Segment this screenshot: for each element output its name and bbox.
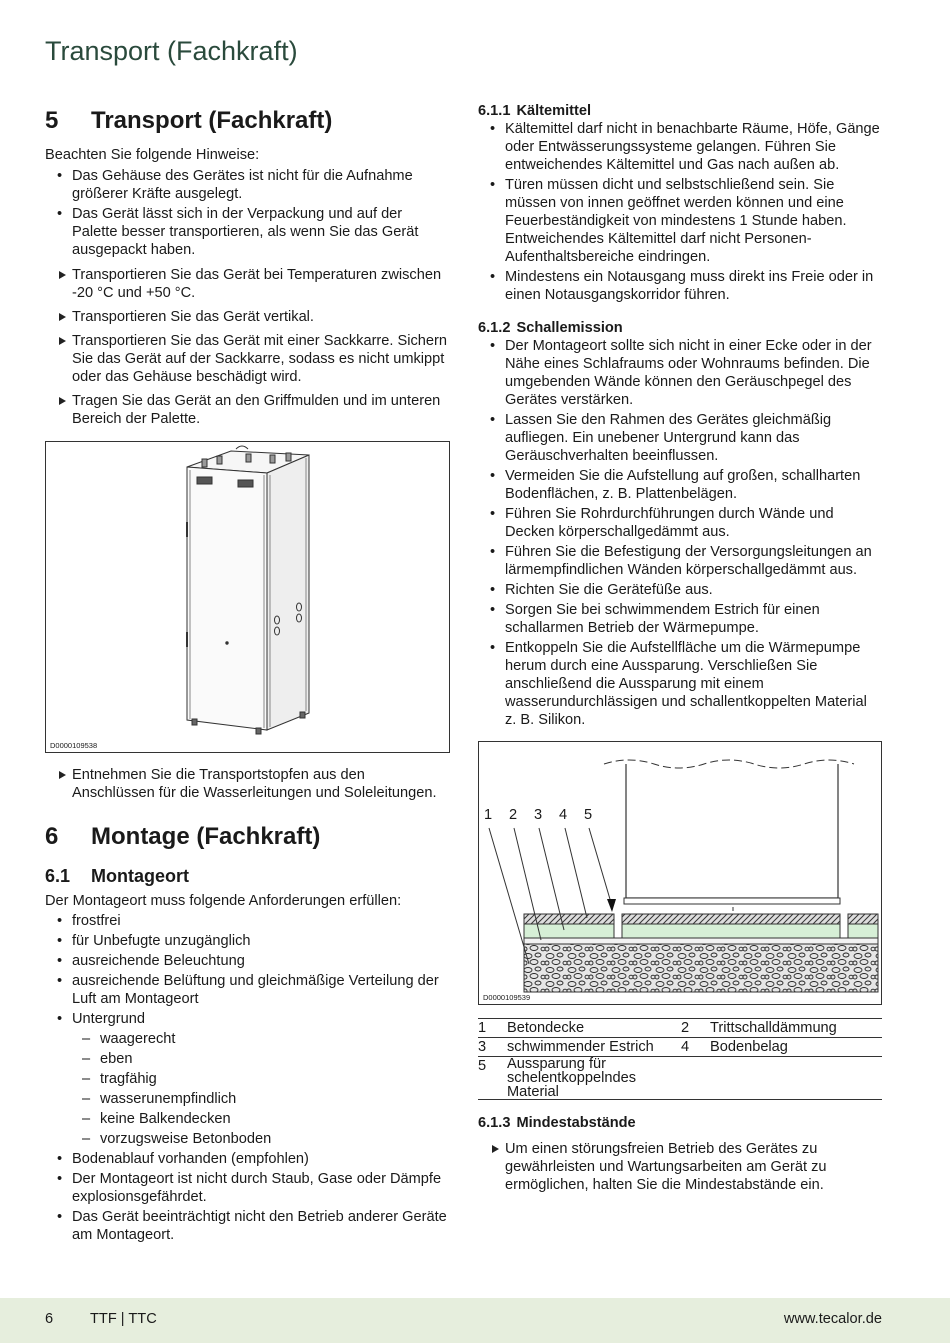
list-item: – waagerecht xyxy=(45,1030,450,1048)
floor-section-illustration xyxy=(479,742,881,1004)
legend-text: Aussparung für schelentkoppelndes Material xyxy=(507,1056,637,1100)
list-item: • Entkoppeln Sie die Aufstellfläche um die Wärmepumpe herum durch eine Aussparung. Verschließen Sie anschließend die Aussparung mit einem wasserundurchlässigen und schallentkoppelten Material z. B. Silikon. xyxy=(478,639,882,729)
instruction-step: Tragen Sie das Gerät an den Griffmulden und im unteren Bereich der Palette. xyxy=(45,392,450,428)
legend-text: Betondecke xyxy=(507,1020,585,1036)
legend-number: 1 xyxy=(478,1020,487,1036)
section-number: 5 xyxy=(45,107,59,134)
website-link[interactable]: www.tecalor.de xyxy=(783,1311,882,1327)
list-item: • frostfrei xyxy=(45,912,450,930)
section-number: 6 xyxy=(45,823,59,850)
subsection-number: 6.1.2 xyxy=(478,320,511,336)
right-column xyxy=(478,102,882,1194)
section-6-heading xyxy=(45,822,450,852)
figure-label-4: 4 xyxy=(559,807,568,823)
list-item: • Der Montageort sollte sich nicht in einer Ecke oder in der Nähe eines Schlafraums oder Wohnraums befinden. Die umgebenden Wände können den Geräuschpegel des Gerätes verstärken. xyxy=(478,337,882,409)
subsection-number: 6.1 xyxy=(45,866,71,886)
list-item: • Lassen Sie den Rahmen des Gerätes gleichmäßig aufliegen. Ein unebener Untergrund kann das Geräuschverhalten beeinflussen. xyxy=(478,411,882,465)
list-item: • Führen Sie die Befestigung der Versorgungsleitungen an lärmempfindlichen Wänden körperschallgedämmt aus. xyxy=(478,543,882,579)
list-item: • Untergrund xyxy=(45,1010,450,1028)
figure-floor-section xyxy=(478,741,882,1005)
figure-heat-pump xyxy=(45,441,450,753)
list-item: • Das Gerät beeinträchtigt nicht den Betrieb anderer Geräte am Montageort. xyxy=(45,1208,450,1244)
figure-label-5: 5 xyxy=(584,807,593,823)
list-item: – wasserunempfindlich xyxy=(45,1090,450,1108)
subsection-6-1-3-heading xyxy=(478,1114,882,1132)
page-number: 6 xyxy=(45,1311,54,1327)
table-row xyxy=(478,1057,882,1100)
list-item: – tragfähig xyxy=(45,1070,450,1088)
list-item: • Türen müssen dicht und selbstschließend sein. Sie müssen von innen geöffnet werden können und eine Feuerbeständigkeit von mindestens 1 Stunde haben. Entweichendes Kältemittel darf nicht Personen-Aufenthaltsbereiche eindringen. xyxy=(478,176,882,266)
dash-list xyxy=(45,1030,450,1148)
list-item: • Sorgen Sie bei schwimmendem Estrich für einen schallarmen Betrieb der Wärmepumpe. xyxy=(478,601,882,637)
instruction-step: Transportieren Sie das Gerät vertikal. xyxy=(45,308,450,326)
section-title: Transport (Fachkraft) xyxy=(91,107,333,134)
subsection-title: Montageort xyxy=(91,866,189,886)
subsection-6-1-2-heading xyxy=(478,319,882,337)
subsection-intro: Der Montageort muss folgende Anforderungen erfüllen: xyxy=(45,893,402,909)
list-item: • ausreichende Beleuchtung xyxy=(45,952,450,970)
bullet-list xyxy=(45,912,450,1028)
list-item: • Bodenablauf vorhanden (empfohlen) xyxy=(45,1150,450,1168)
figure-id: D0000109539 xyxy=(483,993,531,1002)
page-footer xyxy=(0,1298,950,1343)
list-item: • Der Montageort ist nicht durch Staub, Gase oder Dämpfe explosionsgefährdet. xyxy=(45,1170,450,1206)
list-item: • Führen Sie Rohrdurchführungen durch Wände und Decken körperschallgedämmt aus. xyxy=(478,505,882,541)
instruction-list xyxy=(45,766,450,802)
subsection-6-1-heading xyxy=(45,865,450,887)
subsection-6-1-1-heading xyxy=(478,102,882,120)
instruction-list xyxy=(45,266,450,428)
section-title: Montage (Fachkraft) xyxy=(91,823,321,850)
document-name: TTF | TTC xyxy=(90,1311,157,1327)
legend-text: schwimmender Estrich xyxy=(507,1039,654,1055)
instruction-list xyxy=(478,1140,882,1194)
figure-label-2: 2 xyxy=(509,807,518,823)
left-column xyxy=(45,106,450,1244)
bullet-list xyxy=(45,1150,450,1244)
list-item: • Das Gerät lässt sich in der Verpackung und auf der Palette besser transportieren, als wenn Sie das Gerät ausgepackt haben. xyxy=(45,205,450,259)
legend-text: Trittschalldämmung xyxy=(710,1020,837,1036)
page-header-title: Transport (Fachkraft) xyxy=(45,36,298,66)
list-item: • Mindestens ein Notausgang muss direkt ins Freie oder in einen Notausgangskorridor führen. xyxy=(478,268,882,304)
list-item: • Das Gehäuse des Gerätes ist nicht für die Aufnahme größerer Kräfte ausgelegt. xyxy=(45,167,450,203)
subsection-title: Kältemittel xyxy=(516,103,592,119)
legend-number: 2 xyxy=(681,1020,690,1036)
legend-number xyxy=(681,1057,710,1100)
list-item: • Kältemittel darf nicht in benachbarte Räume, Höfe, Gänge oder Entwässerungssysteme gelangen. Führen Sie entweichendes Kältemittel und Gas nach außen ab. xyxy=(478,120,882,174)
instruction-step: Transportieren Sie das Gerät mit einer Sackkarre. Sichern Sie das Gerät auf der Sackkarre, sodass es nicht umkippt oder das Gehäuse beschädigt wird. xyxy=(45,332,450,386)
list-item: – eben xyxy=(45,1050,450,1068)
list-item: • Richten Sie die Gerätefüße aus. xyxy=(478,581,882,599)
list-item: • für Unbefugte unzugänglich xyxy=(45,932,450,950)
subsection-title: Schallemission xyxy=(516,320,623,336)
legend-number: 3 xyxy=(478,1039,487,1055)
figure-legend-table xyxy=(478,1018,882,1100)
legend-number: 5 xyxy=(478,1058,487,1074)
list-item: – vorzugsweise Betonboden xyxy=(45,1130,450,1148)
subsection-title: Mindestabstände xyxy=(516,1115,636,1131)
subsection-number: 6.1.1 xyxy=(478,103,511,119)
figure-id: D0000109538 xyxy=(50,741,98,750)
table-row xyxy=(478,1019,882,1038)
figure-label-3: 3 xyxy=(534,807,543,823)
section-intro: Beachten Sie folgende Hinweise: xyxy=(45,147,260,163)
bullet-list xyxy=(478,120,882,304)
instruction-step: Transportieren Sie das Gerät bei Temperaturen zwischen -20 °C und +50 °C. xyxy=(45,266,450,302)
bullet-list xyxy=(45,167,450,259)
figure-label-1: 1 xyxy=(484,807,493,823)
subsection-number: 6.1.3 xyxy=(478,1115,511,1131)
section-5-heading xyxy=(45,106,450,136)
heat-pump-illustration xyxy=(46,442,449,752)
list-item: • ausreichende Belüftung und gleichmäßige Verteilung der Luft am Montageort xyxy=(45,972,450,1008)
bullet-list xyxy=(478,337,882,729)
instruction-step: Entnehmen Sie die Transportstopfen aus den Anschlüssen für die Wasserleitungen und Soleleitungen. xyxy=(45,766,450,802)
table-row xyxy=(478,1038,882,1057)
legend-number: 4 xyxy=(681,1039,690,1055)
list-item: – keine Balkendecken xyxy=(45,1110,450,1128)
legend-text xyxy=(710,1057,882,1100)
list-item: • Vermeiden Sie die Aufstellung auf großen, schallharten Bodenflächen, z. B. Plattenbelägen. xyxy=(478,467,882,503)
instruction-step: Um einen störungsfreien Betrieb des Gerätes zu gewährleisten und Wartungsarbeiten am Gerät zu ermöglichen, halten Sie die Mindestabstände ein. xyxy=(478,1140,882,1194)
legend-text: Bodenbelag xyxy=(710,1039,788,1055)
